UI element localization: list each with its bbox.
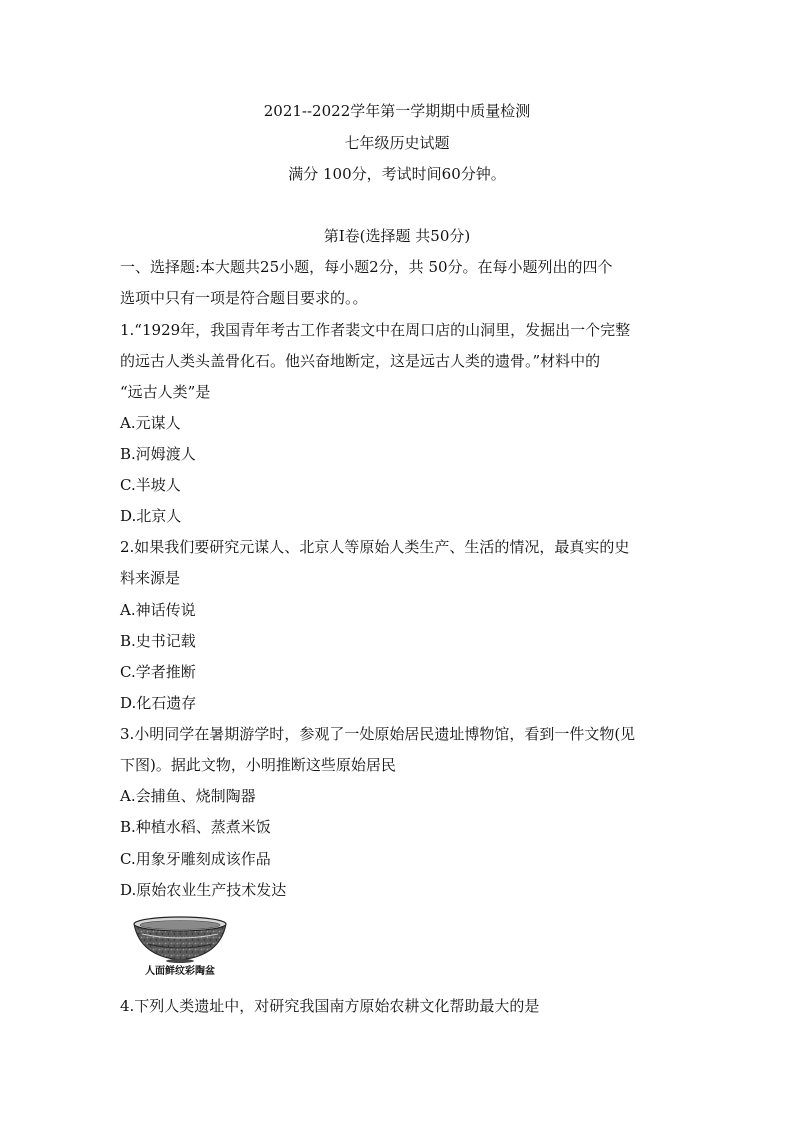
exam-score-time: 满分 100分，考试时间60分钟。 bbox=[288, 165, 506, 183]
answer-option-c: C.半坡人 bbox=[120, 476, 181, 494]
figure-caption: 人面鲜纹彩陶盆 bbox=[145, 966, 215, 977]
answer-option-c: C.学者推断 bbox=[120, 663, 196, 681]
question-stem-line: “远古人类”是 bbox=[120, 383, 211, 401]
pottery-basin-figure bbox=[128, 912, 232, 982]
pottery-basin-image bbox=[128, 912, 232, 966]
question-stem-line: 4.下列人类遗址中，对研究我国南方原始农耕文化帮助最大的是 bbox=[120, 997, 540, 1015]
answer-option-d: D.化石遗存 bbox=[120, 694, 197, 712]
answer-option-a: A.元谋人 bbox=[120, 414, 181, 432]
answer-option-b: B.史书记载 bbox=[120, 632, 196, 650]
exam-term-title: 2021--2022学年第一学期期中质量检测 bbox=[263, 102, 531, 120]
answer-option-d: D.北京人 bbox=[120, 507, 182, 525]
exam-subject-title: 七年级历史试题 bbox=[344, 134, 450, 152]
answer-option-b: B.种植水稻、蒸煮米饭 bbox=[120, 818, 271, 836]
question-stem-line: 下图)。据此文物，小明推断这些原始居民 bbox=[120, 756, 396, 774]
answer-option-c: C.用象牙雕刻成该作品 bbox=[120, 850, 271, 868]
question-stem-line: 3.小明同学在暑期游学时，参观了一处原始居民遗址博物馆，看到一件文物(见 bbox=[120, 725, 636, 743]
answer-option-a: A.会捕鱼、烧制陶器 bbox=[120, 787, 256, 805]
volume-title: 第Ⅰ卷(选择题 共50分) bbox=[323, 227, 471, 245]
question-stem-line: 2.如果我们要研究元谋人、北京人等原始人类生产、生活的情况，最真实的史 bbox=[120, 538, 630, 556]
instruction-line: 一、选择题:本大题共25小题，每小题2分，共 50分。在每小题列出的四个 bbox=[120, 258, 613, 276]
answer-option-d: D.原始农业生产技术发达 bbox=[120, 881, 287, 899]
answer-option-b: B.河姆渡人 bbox=[120, 445, 196, 463]
question-stem-line: 料来源是 bbox=[120, 569, 181, 587]
instruction-line: 选项中只有一项是符合题目要求的。。 bbox=[120, 289, 368, 307]
answer-option-a: A.神话传说 bbox=[120, 601, 196, 619]
question-stem-line: 1.“1929年，我国青年考古工作者裴文中在周口店的山洞里，发掘出一个完整 bbox=[120, 321, 631, 339]
question-stem-line: 的远古人类头盖骨化石。他兴奋地断定，这是远古人类的遗骨。”材料中的 bbox=[120, 352, 601, 370]
